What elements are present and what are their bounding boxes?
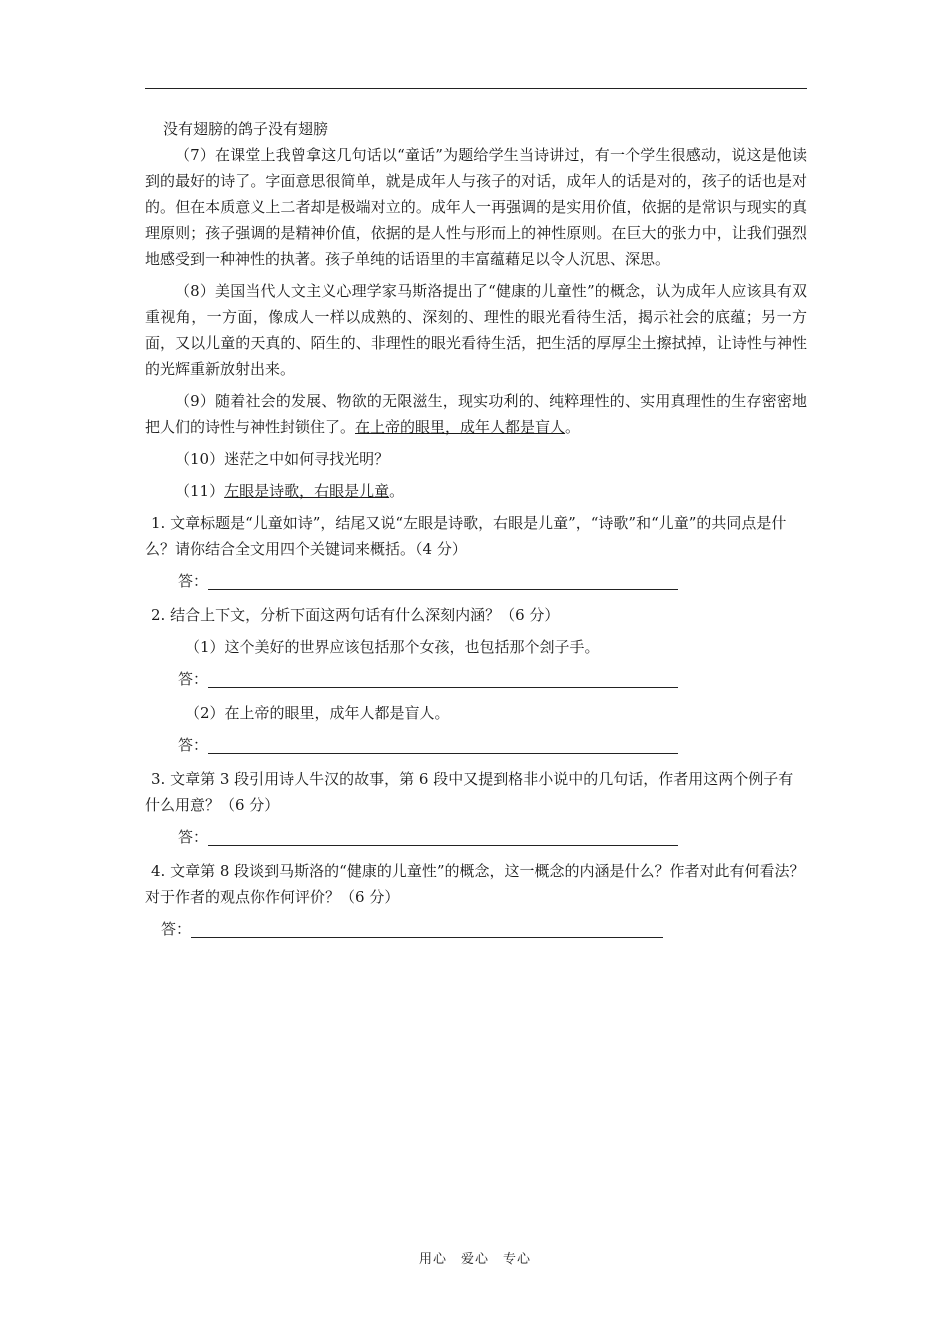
question-2-sub-2: （2）在上帝的眼里，成年人都是盲人。 — [185, 704, 450, 722]
poem-line: 没有翅膀的鸽子没有翅膀 — [163, 120, 329, 138]
answer-label: 答： — [178, 828, 209, 846]
paragraph-9-underlined: 在上帝的眼里，成年人都是盲人 — [355, 418, 566, 436]
answer-label: 答： — [161, 920, 192, 938]
paragraph-9-end: 。 — [565, 418, 581, 436]
question-2: 2. 结合上下文，分析下面这两句话有什么深刻内涵？（6 分） — [151, 606, 560, 624]
paragraph-10: （10）迷茫之中如何寻找光明？ — [175, 450, 390, 468]
answer-line-1 — [145, 568, 807, 594]
paragraph-11 — [145, 478, 807, 504]
answer-line-3 — [145, 824, 807, 850]
paragraph-8: （8）美国当代人文主义心理学家马斯洛提出了“健康的儿童性”的概念，认为成年人应该具有双重视角，一方面，像成人一样以成熟的、深刻的、理性的眼光看待生活，揭示社会的底蕴；另一方面，又以儿童的天真的、陌生的、非理性的眼光看待生活，把生活的厚厚尘土擦拭掉，让诗性与神性的光辉重新放射出来。 — [145, 282, 807, 378]
answer-blank-1[interactable] — [208, 571, 678, 590]
page-footer: 用心 爱心 专心 — [418, 1252, 531, 1267]
document-body — [145, 116, 807, 950]
answer-line-2-2 — [145, 732, 807, 758]
answer-label: 答： — [178, 572, 209, 590]
answer-blank-2-2[interactable] — [208, 735, 678, 754]
paragraph-9-text: （9）随着社会的发展、物欲的无限滋生，现实功利的、纯粹理性的、实用真理性的生存密密地把人们的诗性与神性封锁住了。 — [145, 392, 807, 436]
answer-line-4 — [145, 916, 807, 942]
answer-blank-3[interactable] — [208, 827, 678, 846]
header-rule — [145, 88, 807, 89]
paragraph-9 — [145, 388, 807, 440]
answer-blank-4[interactable] — [191, 919, 663, 938]
question-1: 1. 文章标题是“儿童如诗”，结尾又说“左眼是诗歌，右眼是儿童”，“诗歌”和“儿童”的共同点是什么？请你结合全文用四个关键词来概括。（4 分） — [145, 514, 787, 558]
question-2-sub-1: （1）这个美好的世界应该包括那个女孩，也包括那个刽子手。 — [185, 638, 600, 656]
paragraph-11-end: 。 — [389, 482, 405, 500]
answer-line-2-1 — [145, 666, 807, 692]
paragraph-7: （7）在课堂上我曾拿这几句话以“童话”为题给学生当诗讲过，有一个学生很感动，说这是他读到的最好的诗了。字面意思很简单，就是成年人与孩子的对话，成年人的话是对的，孩子的话也是对的。但在本质意义上二者却是极端对立的。成年人一再强调的是实用价值，依据的是常识与现实的真理原则；孩子强调的是精神价值，依据的是人性与形而上的神性原则。在巨大的张力中，让我们强烈地感受到一种神性的执著。孩子单纯的话语里的丰富蕴藉足以令人沉思、深思。 — [145, 146, 807, 268]
answer-label: 答： — [178, 736, 209, 754]
question-3: 3. 文章第 3 段引用诗人牛汉的故事，第 6 段中又提到格非小说中的几句话，作者用这两个例子有什么用意？（6 分） — [145, 770, 794, 814]
paragraph-11-underlined: 左眼是诗歌，右眼是儿童 — [224, 482, 390, 500]
answer-label: 答： — [178, 670, 209, 688]
paragraph-11-prefix: （11） — [175, 482, 225, 500]
question-4: 4. 文章第 8 段谈到马斯洛的“健康的儿童性”的概念，这一概念的内涵是什么？作者对此有何看法？对于作者的观点你作何评价？（6 分） — [145, 862, 805, 906]
answer-blank-2-1[interactable] — [208, 669, 678, 688]
